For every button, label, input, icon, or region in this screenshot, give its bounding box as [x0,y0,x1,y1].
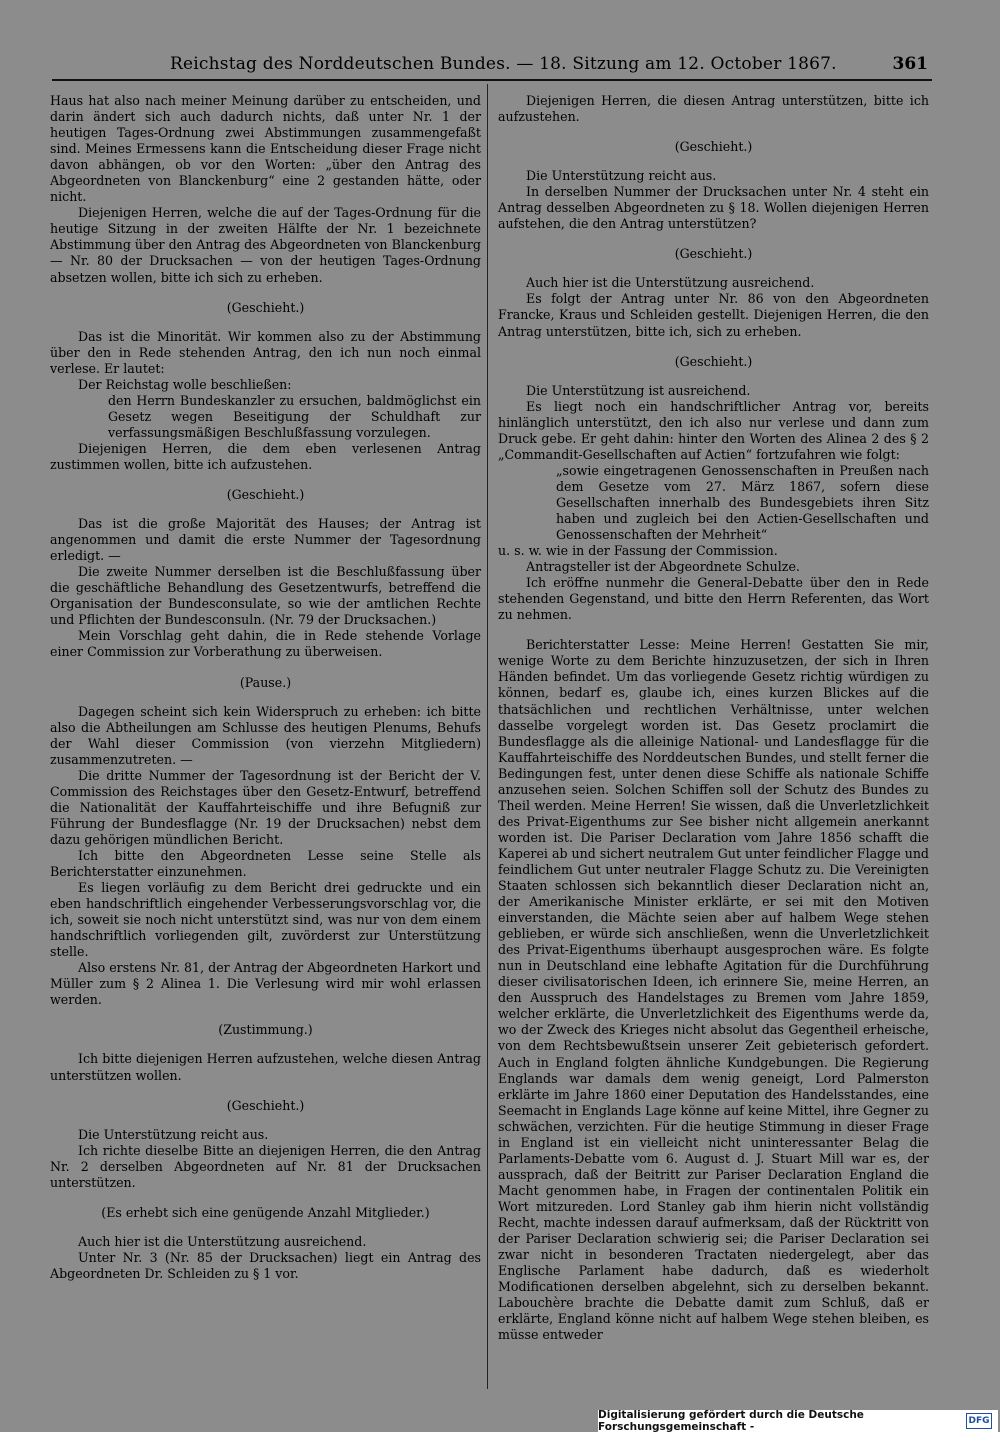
paragraph: Die dritte Nummer der Tagesordnung ist der Bericht der V. Commission des Reichstages über den Gesetz-Entwurf, betreffend die Nationalität der Kauffahrteischiffe und ihre Befugniß zur Führung der Bundesflagge (Nr. 19 der Drucksachen) nebst dem dazu gehörigen mündlichen Bericht. [50,767,481,847]
speech-paragraph: Berichterstatter Lesse: Meine Herren! Gestatten Sie mir, wenige Worte zu dem Berichte hinzuzusetzen, der sich in Ihren Händen befindet. Um das vorliegende Gesetz richtig würdigen zu können, bedarf es, glaube ich, eines kurzen Blickes auf die thatsächlichen und rechtlichen Verhältnisse, unter welchen dasselbe vorgelegt worden ist. Das Gesetz proclamirt die Bundesflagge als die alleinige National- und Landesflagge für die Kauffahrteischiffe des Norddeutschen Bundes, und stellt ferner die Bedingungen fest, unter denen diese Schiffe als nationale Schiffe anzusehen seien. Solchen Schiffen soll der Schutz des Bundes zu Theil werden. Meine Herren! Sie wissen, daß die Unverletzlichkeit des Privat-Eigenthums zur See bisher nicht allgemein anerkannt worden ist. Die Pariser Declaration vom Jahre 1856 schafft die Kaperei ab und sichert neutralem Gut unter feindlicher Flagge und feindlichem Gut unter neutraler Flagge Schutz zu. Die Vereinigten Staaten schlossen sich bekanntlich dieser Declaration nicht an, der Amerikanische Minister erklärte, er sei mit den Motiven einverstanden, die Mächte seien aber auf halbem Wege stehen geblieben, er würde sich anschließen, wenn die Unverletzlichkeit des Privat-Eigenthums überhaupt ausgesprochen wäre. Es folgte nun in Deutschland eine lebhafte Agitation für die Durchführung dieser civilisatorischen Ideen, ich erinnere Sie, meine Herren, an den Ausspruch des Handelstages zu Bremen vom Jahre 1859, welcher erklärte, die Unverletzlichkeit des Eigenthums werde da, wo der Zweck des Krieges nicht absolut das Gegentheil erheische, von dem Rechtsbewußtsein unserer Zeit gebieterisch gefordert. Auch in England folgten ähnliche Kundgebungen. Die Regierung Englands war damals dem wenig geneigt, Lord Palmerston erklärte im Jahre 1860 einer Deputation des Handelsstandes, eine Seemacht in Englands Lage könne auf keine Mittel, ihre Gegner zu schwächen, verzichten. Für die heutige Stimmung in dieser Frage in England ist ein vielleicht nicht uninteressanter Belag die Parlaments-Debatte vom 6. August d. J. Stuart Mill war es, der aussprach, daß der Beitritt zur Pariser Declaration England die Macht genommen habe, in Fragen der continentalen Politik ein Wort mitzureden. Lord Stanley gab ihm hierin nicht vollständig Recht, machte indessen darauf aufmerksam, daß der Rücktritt von der Pariser Declaration schwierig sei; die Pariser Declaration sei zwar nicht in besonderen Tractaten niedergelegt, aber das Englische Parlament habe dadurch, daß es wiederholt Modificationen derselben abgelehnt, sich zu derselben bekannt. Labouchère brachte die Debatte damit zum Schluß, daß er erklärte, England könne nicht auf halbem Wege stehen bleiben, es müsse entweder [498,637,929,1343]
paragraph: Es liegt noch ein handschriftlicher Antrag vor, bereits hinlänglich unterstützt, den ich also nur verlese und dann zum Druck gebe. Er geht dahin: hinter den Worten des Alinea 2 des § 2 „Commandit-Gesellschaften auf Actien“ fortzufahren wie folgt: [498,398,929,462]
motion-text: den Herrn Bundeskanzler zu ersuchen, baldmöglichst ein Gesetz wegen Beseitigung der Schuldhaft zur verfassungsmäßigen Beschlußfassung vorzulegen. [108,392,481,440]
paragraph: Diejenigen Herren, welche die auf der Tages-Ordnung für die heutige Sitzung in der zweiten Hälfte der Nr. 1 bezeichnete Abstimmung über den Antrag des Abgeordneten von Blanckenburg — Nr. 80 der Drucksachen — von der heutigen Tages-Ordnung absetzen wollen, bitte ich sich zu erheben. [50,205,481,285]
paragraph: Es liegen vorläufig zu dem Bericht drei gedruckte und ein eben handschriftlich eingehender Verbesserungsvorschlag vor, die ich, soweit sie noch nicht unterstützt sind, was nur von dem einem handschriftlich vorliegenden gilt, zuvörderst zur Unterstützung stelle. [50,880,481,960]
right-column [498,93,929,1343]
stage-direction: (Geschieht.) [674,353,753,369]
page-header [52,52,932,82]
dfg-logo: DFG [966,1413,992,1429]
stage-direction: (Zustimmung.) [218,1022,313,1038]
paragraph: Mein Vorschlag geht dahin, die in Rede stehende Vorlage einer Commission zur Vorberathung zu überweisen. [50,628,481,660]
paragraph: Die Unterstützung reicht aus. [78,1126,269,1142]
stage-direction: (Es erhebt sich eine genügende Anzahl Mitglieder.) [101,1204,430,1220]
stage-direction: (Pause.) [239,674,292,690]
paragraph: Es folgt der Antrag unter Nr. 86 von den Abgeordneten Francke, Kraus und Schleiden gestellt. Diejenigen Herren, die den Antrag unterstützen, bitte ich, sich zu erheben. [498,291,929,339]
stage-direction: (Geschieht.) [226,299,305,315]
column-divider [487,84,488,1389]
stage-direction: (Geschieht.) [226,487,305,503]
motion-intro: Der Reichstag wolle beschließen: [78,376,292,392]
paragraph: Ich eröffne nunmehr die General-Debatte über den in Rede stehenden Gegenstand, und bitte den Herrn Referenten, das Wort zu nehmen. [498,575,929,623]
paragraph: Das ist die große Majorität des Hauses; der Antrag ist angenommen und damit die erste Nummer der Tagesordnung erledigt. — [50,516,481,564]
footer-text: Digitalisierung gefördert durch die Deutsche Forschungsgemeinschaft - [598,1409,864,1433]
paragraph: Das ist die Minorität. Wir kommen also zu der Abstimmung über den in Rede stehenden Antrag, den ich nun noch einmal verlese. Er lautet: [50,328,481,376]
stage-direction: (Geschieht.) [674,246,753,262]
digitization-footer [598,1410,998,1432]
paragraph: Ich bitte den Abgeordneten Lesse seine Stelle als Berichterstatter einzunehmen. [50,847,481,880]
paragraph: Haus hat also nach meiner Meinung darüber zu entscheiden, und darin ändert sich auch dadurch nichts, daß unter Nr. 1 der heutigen Tages-Ordnung zwei Abstimmungen zusammengefaßt sind. Meines Ermessens kann die Entscheidung dieser Frage nicht davon abhängen, ob vor den Worten: „über den Antrag des Abgeordneten von Blanckenburg“ eine 2 gestanden hätte, oder nicht. [50,93,481,205]
header-rule [52,79,932,81]
paragraph: Ich bitte diejenigen Herren aufzustehen, welche diesen Antrag unterstützen wollen. [50,1051,481,1083]
paragraph: Dagegen scheint sich kein Widerspruch zu erheben: ich bitte also die Abtheilungen am Schlusse des heutigen Plenums, Behufs der Wahl dieser Commission (von vierzehn Mitgliedern) zusammenzutreten. — [50,703,481,767]
paragraph: Antragsteller ist der Abgeordnete Schulze. [526,559,800,575]
paragraph: Diejenigen Herren, die dem eben verlesenen Antrag zustimmen wollen, bitte ich aufzustehen. [50,440,481,472]
page-number: 361 [892,54,928,74]
paragraph: Unter Nr. 3 (Nr. 85 der Drucksachen) liegt ein Antrag des Abgeordneten Dr. Schleiden zu § 1 vor. [50,1249,481,1281]
paragraph: Also erstens Nr. 81, der Antrag der Abgeordneten Harkort und Müller zum § 2 Alinea 1. Die Verlesung wird mir wohl erlassen werden. [50,960,481,1008]
paragraph: Die Unterstützung reicht aus. [526,168,717,184]
paragraph: In derselben Nummer der Drucksachen unter Nr. 4 steht ein Antrag desselben Abgeordneten zu § 18. Wollen diejenigen Herren aufstehen, die den Antrag unterstützen? [498,184,929,232]
paragraph: u. s. w. wie in der Fassung der Commission. [498,543,778,559]
left-column [50,93,481,1282]
paragraph: Die zweite Nummer derselben ist die Beschlußfassung über die geschäftliche Behandlung des Gesetzentwurfs, betreffend die Organisation der Bundesconsulate, so wie der amtlichen Rechte und Pflichten der Bundesconsuln. (Nr. 79 der Drucksachen.) [50,564,481,628]
stage-direction: (Geschieht.) [226,1097,305,1113]
paragraph: Diejenigen Herren, die diesen Antrag unterstützen, bitte ich aufzustehen. [498,93,929,125]
paragraph: Die Unterstützung ist ausreichend. [526,382,751,398]
paragraph: Ich richte dieselbe Bitte an diejenigen Herren, die den Antrag Nr. 2 derselben Abgeordneten auf Nr. 81 der Drucksachen unterstützen. [50,1142,481,1190]
stage-direction: (Geschieht.) [674,139,753,155]
paragraph: Auch hier ist die Unterstützung ausreichend. [78,1233,367,1249]
paragraph: Auch hier ist die Unterstützung ausreichend. [526,275,815,291]
running-title: Reichstag des Norddeutschen Bundes. — 18. Sitzung am 12. October 1867. [170,54,837,74]
motion-text: „sowie eingetragenen Genossenschaften in Preußen nach dem Gesetze vom 27. März 1867, sofern diese Gesellschaften innerhalb des Bundesgebiets ihren Sitz haben und zugleich bei den Actien-Gesellschaften und Genossenschaften der Mehrheit“ [556,462,929,543]
